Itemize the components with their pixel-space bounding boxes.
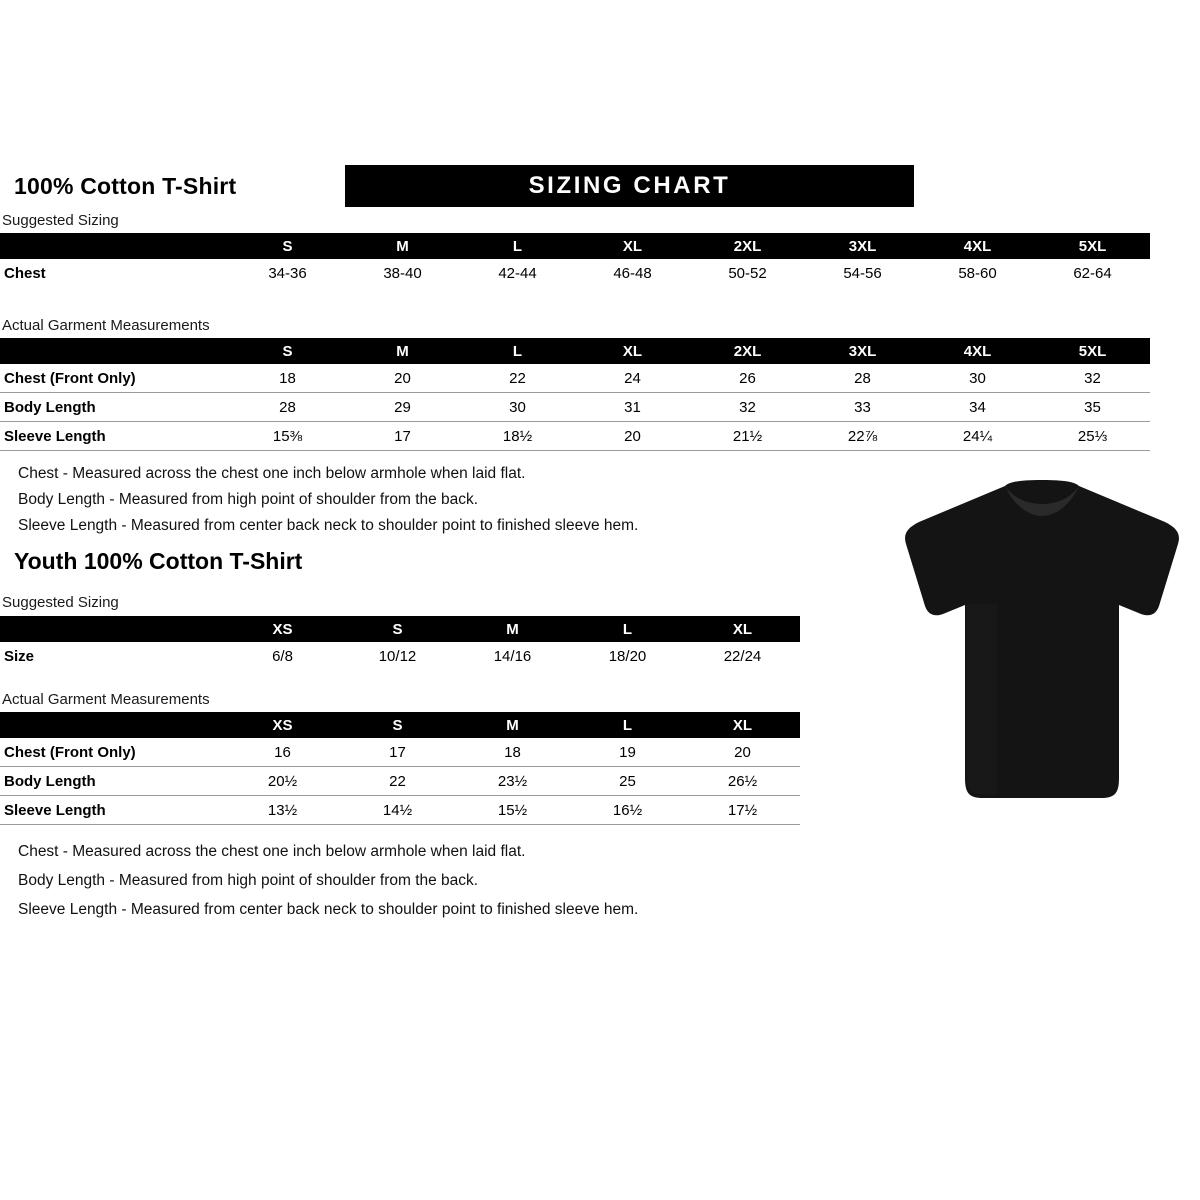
cell: 18 (455, 738, 570, 767)
cell: 21½ (690, 422, 805, 451)
cell: 26½ (685, 767, 800, 796)
cell: 20 (345, 364, 460, 393)
col-header: M (345, 338, 460, 364)
cell: 31 (575, 393, 690, 422)
row-label: Body Length (0, 393, 230, 422)
col-header: S (230, 338, 345, 364)
shirt-body (905, 480, 1179, 798)
cell: 18 (230, 364, 345, 393)
table-header-row (0, 338, 1150, 364)
col-header: 3XL (805, 338, 920, 364)
cell: 58-60 (958, 264, 997, 282)
cell: 62-64 (1073, 264, 1112, 282)
cell: 35 (1035, 393, 1150, 422)
col-header: L (570, 616, 685, 642)
col-header (0, 338, 230, 364)
youth-title: Youth 100% Cotton T-Shirt (14, 548, 303, 574)
cell: 15½ (455, 796, 570, 825)
col-header: XS (225, 616, 340, 642)
youth-note-body-length: Body Length - Measured from high point of shoulder from the back. (18, 872, 479, 889)
youth-actual-table (0, 712, 800, 825)
row-label: Chest (4, 264, 46, 282)
table-header-row (0, 712, 800, 738)
t-shirt-illustration (897, 478, 1187, 808)
cell: 16 (225, 738, 340, 767)
cell: 20 (685, 738, 800, 767)
cell: 14/16 (493, 647, 532, 665)
table-row (0, 767, 800, 796)
cell: 22 (460, 364, 575, 393)
cell: 22 (340, 767, 455, 796)
shirt-shading (967, 604, 997, 794)
cell: 28 (805, 364, 920, 393)
youth-note-chest: Chest - Measured across the chest one inch below armhole when laid flat. (18, 843, 526, 860)
cell: 28 (230, 393, 345, 422)
col-header: S (340, 616, 455, 642)
adult-note-body-length: Body Length - Measured from high point of shoulder from the back. (18, 491, 479, 508)
col-header: 4XL (920, 233, 1035, 259)
table-row (0, 364, 1150, 393)
cell: 13½ (225, 796, 340, 825)
cell: 30 (460, 393, 575, 422)
adult-title: 100% Cotton T-Shirt (14, 173, 237, 199)
col-header (0, 233, 230, 259)
col-header: M (345, 233, 460, 259)
col-header (0, 712, 225, 738)
cell: 23½ (455, 767, 570, 796)
cell: 34 (920, 393, 1035, 422)
cell: 42-44 (498, 264, 537, 282)
cell: 22⅞ (805, 422, 920, 451)
adult-note-sleeve-length: Sleeve Length - Measured from center back neck to shoulder point to finished sleeve hem. (18, 517, 639, 534)
cell: 22/24 (723, 647, 762, 665)
row-label: Sleeve Length (0, 422, 230, 451)
col-header: 2XL (690, 233, 805, 259)
row-label: Body Length (0, 767, 225, 796)
youth-suggested-table (0, 616, 800, 670)
cell: 19 (570, 738, 685, 767)
table-row (0, 393, 1150, 422)
col-header: 5XL (1035, 233, 1150, 259)
cell: 32 (1035, 364, 1150, 393)
cell: 54-56 (843, 264, 882, 282)
cell: 17 (345, 422, 460, 451)
cell: 17 (340, 738, 455, 767)
cell: 10/12 (378, 647, 417, 665)
col-header: XL (575, 338, 690, 364)
sizing-chart-banner-label: SIZING CHART (528, 172, 731, 199)
adult-note-chest: Chest - Measured across the chest one inch below armhole when laid flat. (18, 465, 526, 482)
cell: 30 (920, 364, 1035, 393)
cell: 17½ (685, 796, 800, 825)
row-label: Chest (Front Only) (0, 738, 225, 767)
col-header (0, 616, 225, 642)
col-header: XS (225, 712, 340, 738)
cell: 33 (805, 393, 920, 422)
cell: 32 (690, 393, 805, 422)
adult-suggested-label: Suggested Sizing (2, 212, 119, 229)
adult-suggested-table (0, 233, 1150, 287)
youth-suggested-label: Suggested Sizing (2, 594, 119, 611)
adult-actual-label: Actual Garment Measurements (2, 317, 210, 334)
col-header: S (340, 712, 455, 738)
cell: 6/8 (272, 647, 293, 665)
cell: 34-36 (268, 264, 307, 282)
adult-header (14, 165, 914, 207)
cell: 20½ (225, 767, 340, 796)
table-header-row (0, 616, 800, 642)
cell: 50-52 (728, 264, 767, 282)
col-header: S (230, 233, 345, 259)
youth-actual-label: Actual Garment Measurements (2, 691, 210, 708)
col-header: L (460, 338, 575, 364)
table-header-row (0, 233, 1150, 259)
col-header: XL (575, 233, 690, 259)
cell: 18½ (460, 422, 575, 451)
row-label: Sleeve Length (0, 796, 225, 825)
adult-actual-table (0, 338, 1150, 451)
cell: 38-40 (383, 264, 422, 282)
cell: 25 (570, 767, 685, 796)
row-label: Chest (Front Only) (0, 364, 230, 393)
col-header: L (570, 712, 685, 738)
cell: 18/20 (608, 647, 647, 665)
cell: 46-48 (613, 264, 652, 282)
col-header: M (455, 712, 570, 738)
cell: 14½ (340, 796, 455, 825)
col-header: 5XL (1035, 338, 1150, 364)
cell: 25⅓ (1035, 422, 1150, 451)
col-header: 4XL (920, 338, 1035, 364)
col-header: 2XL (690, 338, 805, 364)
cell: 16½ (570, 796, 685, 825)
cell: 29 (345, 393, 460, 422)
table-row (0, 796, 800, 825)
cell: 15⅜ (230, 422, 345, 451)
table-row (0, 738, 800, 767)
table-row (0, 642, 800, 670)
row-label: Size (4, 647, 35, 665)
col-header: XL (685, 616, 800, 642)
col-header: L (460, 233, 575, 259)
cell: 26 (690, 364, 805, 393)
youth-note-sleeve-length: Sleeve Length - Measured from center back neck to shoulder point to finished sleeve hem. (18, 901, 639, 918)
table-row (0, 259, 1150, 287)
col-header: 3XL (805, 233, 920, 259)
cell: 24 (575, 364, 690, 393)
col-header: M (455, 616, 570, 642)
table-row (0, 422, 1150, 451)
cell: 24¼ (920, 422, 1035, 451)
sizing-chart-banner (345, 165, 914, 207)
col-header: XL (685, 712, 800, 738)
cell: 20 (575, 422, 690, 451)
